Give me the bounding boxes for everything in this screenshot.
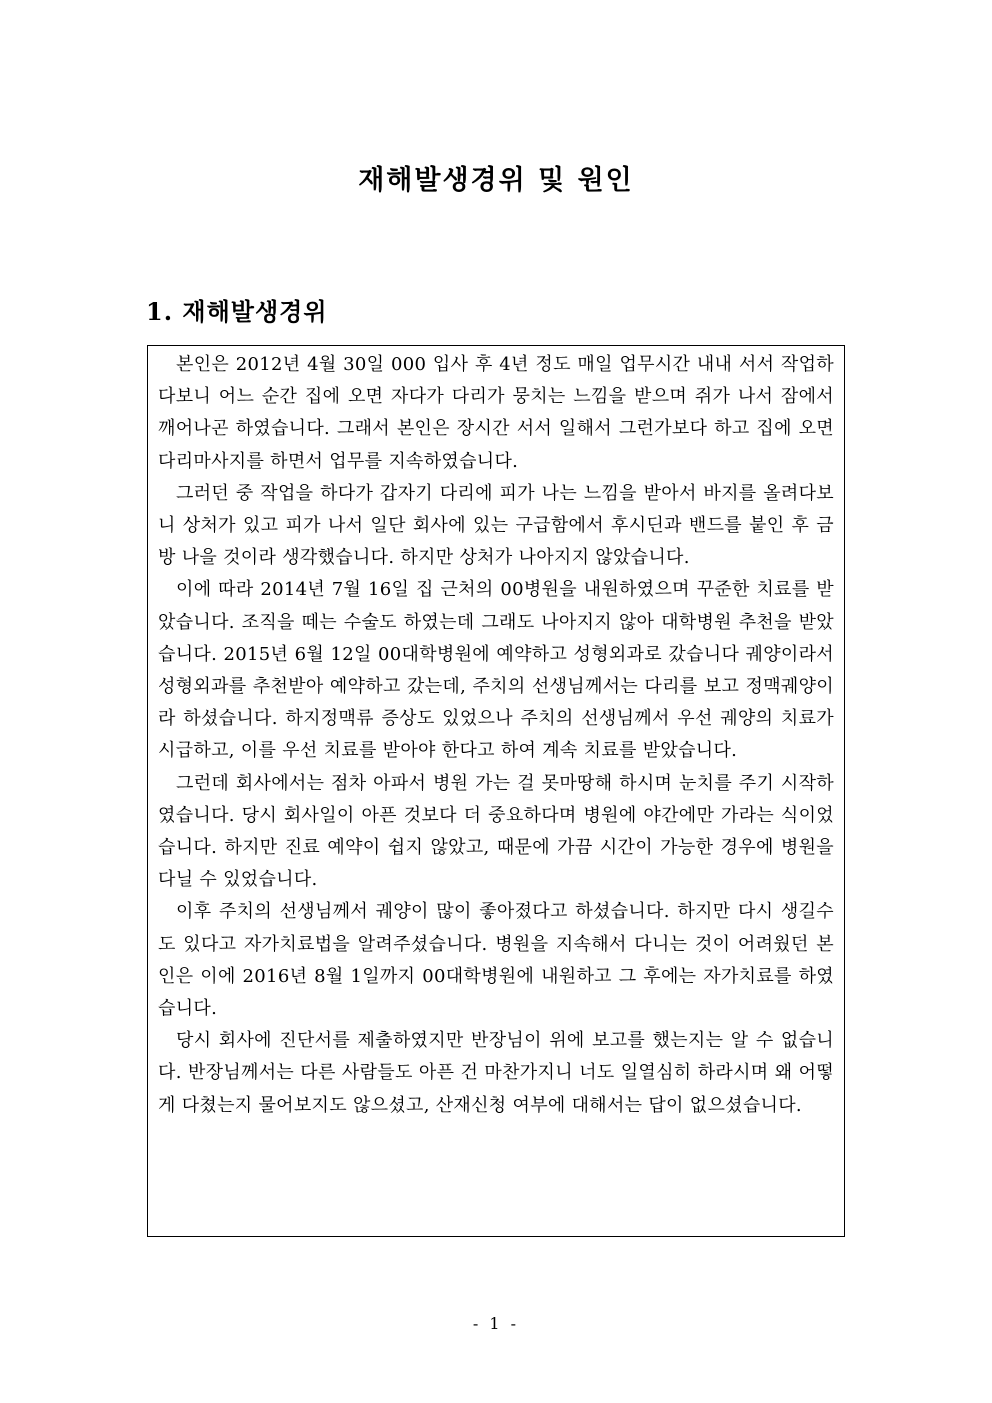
paragraph-6: 당시 회사에 진단서를 제출하였지만 반장님이 위에 보고를 했는지는 알 수 없습니다. 반장님께서는 다른 사람들도 아픈 건 마찬가지니 너도 일열심히 하라시며 왜 어떻게 다쳤는지 물어보지도 않으셨고, 산재신청 여부에 대해서는 답이 없으셨습니다. xyxy=(158,1030,834,1116)
paragraph-3: 이에 따라 2014년 7월 16일 집 근처의 00병원을 내원하였으며 꾸준한 치료를 받았습니다. 조직을 떼는 수술도 하였는데 그래도 나아지지 않아 대학병원 추천을 받았습니다. 2015년 6월 12일 00대학병원에 예약하고 성형외과로 갔습니다 궤양이라서 성형외과를 추천받아 예약하고 갔는데, 주치의 선생님께서는 다리를 보고 정맥궤양이라 하셨습니다. 하지정맥류 증상도 있었으나 주치의 선생님께서 우선 궤양의 치료가 시급하고, 이를 우선 치료를 받아야 한다고 하여 계속 치료를 받았습니다. xyxy=(158,579,834,762)
page-number: - 1 - xyxy=(472,1314,520,1333)
paragraph-1: 본인은 2012년 4월 30일 000 입사 후 4년 정도 매일 업무시간 내내 서서 작업하다보니 어느 순간 집에 오면 자다가 다리가 뭉치는 느낌을 받으며 쥐가 나서 잠에서 깨어나곤 하였습니다. 그래서 본인은 장시간 서서 일해서 그런가보다 하고 집에 오면 다리마사지를 하면서 업무를 지속하였습니다. xyxy=(158,354,834,472)
incident-description-box xyxy=(147,345,845,1237)
paragraph-4: 그런데 회사에서는 점차 아파서 병원 가는 걸 못마땅해 하시며 눈치를 주기 시작하였습니다. 당시 회사일이 아픈 것보다 더 중요하다며 병원에 야간에만 가라는 식이었습니다. 하지만 진료 예약이 쉽지 않았고, 때문에 가끔 시간이 가능한 경우에 병원을 다닐 수 있었습니다. xyxy=(158,772,834,891)
paragraph-5: 이후 주치의 선생님께서 궤양이 많이 좋아졌다고 하셨습니다. 하지만 다시 생길수도 있다고 자가치료법을 알려주셨습니다. 병원을 지속해서 다니는 것이 어려웠던 본인은 이에 2016년 8월 1일까지 00대학병원에 내원하고 그 후에는 자가치료를 하였습니다. xyxy=(158,901,834,1020)
document-title: 재해발생경위 및 원인 xyxy=(358,165,634,196)
paragraph-2: 그러던 중 작업을 하다가 갑자기 다리에 피가 나는 느낌을 받아서 바지를 올려다보니 상처가 있고 피가 나서 일단 회사에 있는 구급함에서 후시딘과 밴드를 붙인 후 금방 나을 것이라 생각했습니다. 하지만 상처가 나아지지 않았습니다. xyxy=(158,482,834,569)
section-heading: 1. 재해발생경위 xyxy=(146,297,328,326)
